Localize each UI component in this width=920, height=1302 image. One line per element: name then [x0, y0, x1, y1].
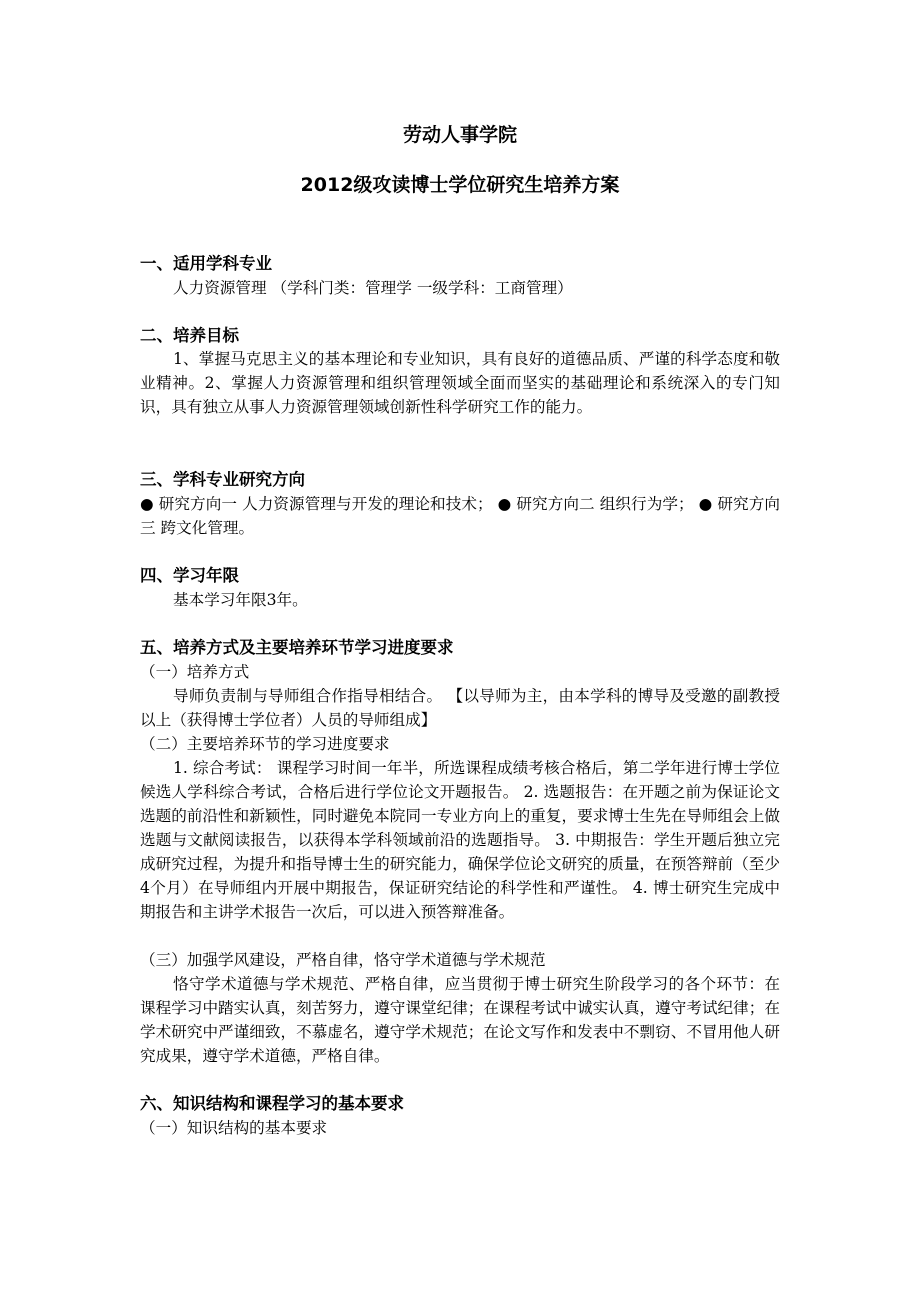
bullet-icon: ●: [140, 495, 154, 513]
section-3-directions: [140, 492, 780, 540]
section-5-sub3-text: 恪守学术道德与学术规范、严格自律，应当贯彻于博士研究生阶段学习的各个环节：在课程学习中踏实认真，刻苦努力，遵守课堂纪律；在课程考试中诚实认真，遵守考试纪律；在学术研究中严谨细致，不慕虚名，遵守学术规范；在论文写作和发表中不剽窃、不冒用他人研究成果，遵守学术道德，严格自律。: [140, 975, 780, 1065]
direction-1: 研究方向一 人力资源管理与开发的理论和技术；: [158, 495, 493, 513]
section-6-heading: 六、知识结构和课程学习的基本要求: [140, 1094, 404, 1113]
section-1-text: 人力资源管理 （学科门类：管理学 一级学科：工商管理）: [173, 279, 573, 297]
institution-title: 劳动人事学院: [402, 124, 517, 146]
section-3-heading: 三、学科专业研究方向: [140, 470, 305, 489]
section-2-heading: 二、培养目标: [140, 326, 239, 345]
section-5-heading: 五、培养方式及主要培养环节学习进度要求: [140, 638, 454, 657]
section-4-heading: 四、学习年限: [140, 566, 239, 585]
direction-2: 研究方向二 组织行为学；: [516, 495, 694, 513]
section-5-sub2-heading: （二）主要培养环节的学习进度要求: [140, 735, 390, 753]
section-5-sub1-heading: （一）培养方式: [140, 663, 250, 681]
section-5-sub1-text: 导师负责制与导师组合作指导相结合。 【以导师为主，由本学科的博导及受邀的副教授以上（获得博士学位者）人员的导师组成】: [140, 687, 780, 729]
document-title: 2012级攻读博士学位研究生培养方案: [300, 174, 620, 196]
section-5-sub3-heading: （三）加强学风建设，严格自律，恪守学术道德与学术规范: [140, 951, 546, 969]
bullet-icon: ●: [698, 495, 713, 513]
section-1-heading: 一、适用学科专业: [140, 254, 272, 273]
section-6-sub1-heading: （一）知识结构的基本要求: [140, 1119, 328, 1137]
direction-3: 研究方向三 跨文化管理。: [140, 495, 780, 537]
section-5-sub2-text: 1. 综合考试： 课程学习时间一年半，所选课程成绩考核合格后，第二学年进行博士学位候选人学科综合考试，合格后进行学位论文开题报告。 2. 选题报告：在开题之前为保证论文选题的前沿性和新颖性，同时避免本院同一专业方向上的重复，要求博士生先在导师组会上做选题与文献阅读报告，以获得本学科领域前沿的选题指导。 3. 中期报告：学生开题后独立完成研究过程，为提升和指导博士生的研究能力，确保学位论文研究的质量，在预答辩前（至少4个月）在导师组内开展中期报告，保证研究结论的科学性和严谨性。 4. 博士研究生完成中期报告和主讲学术报告一次后，可以进入预答辩准备。: [140, 759, 780, 921]
section-4-text: 基本学习年限3年。: [173, 591, 308, 609]
section-2-text: 1、掌握马克思主义的基本理论和专业知识，具有良好的道德品质、严谨的科学态度和敬业精神。2、掌握人力资源管理和组织管理领域全面而坚实的基础理论和系统深入的专门知识，具有独立从事人力资源管理领域创新性科学研究工作的能力。: [140, 350, 780, 416]
bullet-icon: ●: [497, 495, 512, 513]
